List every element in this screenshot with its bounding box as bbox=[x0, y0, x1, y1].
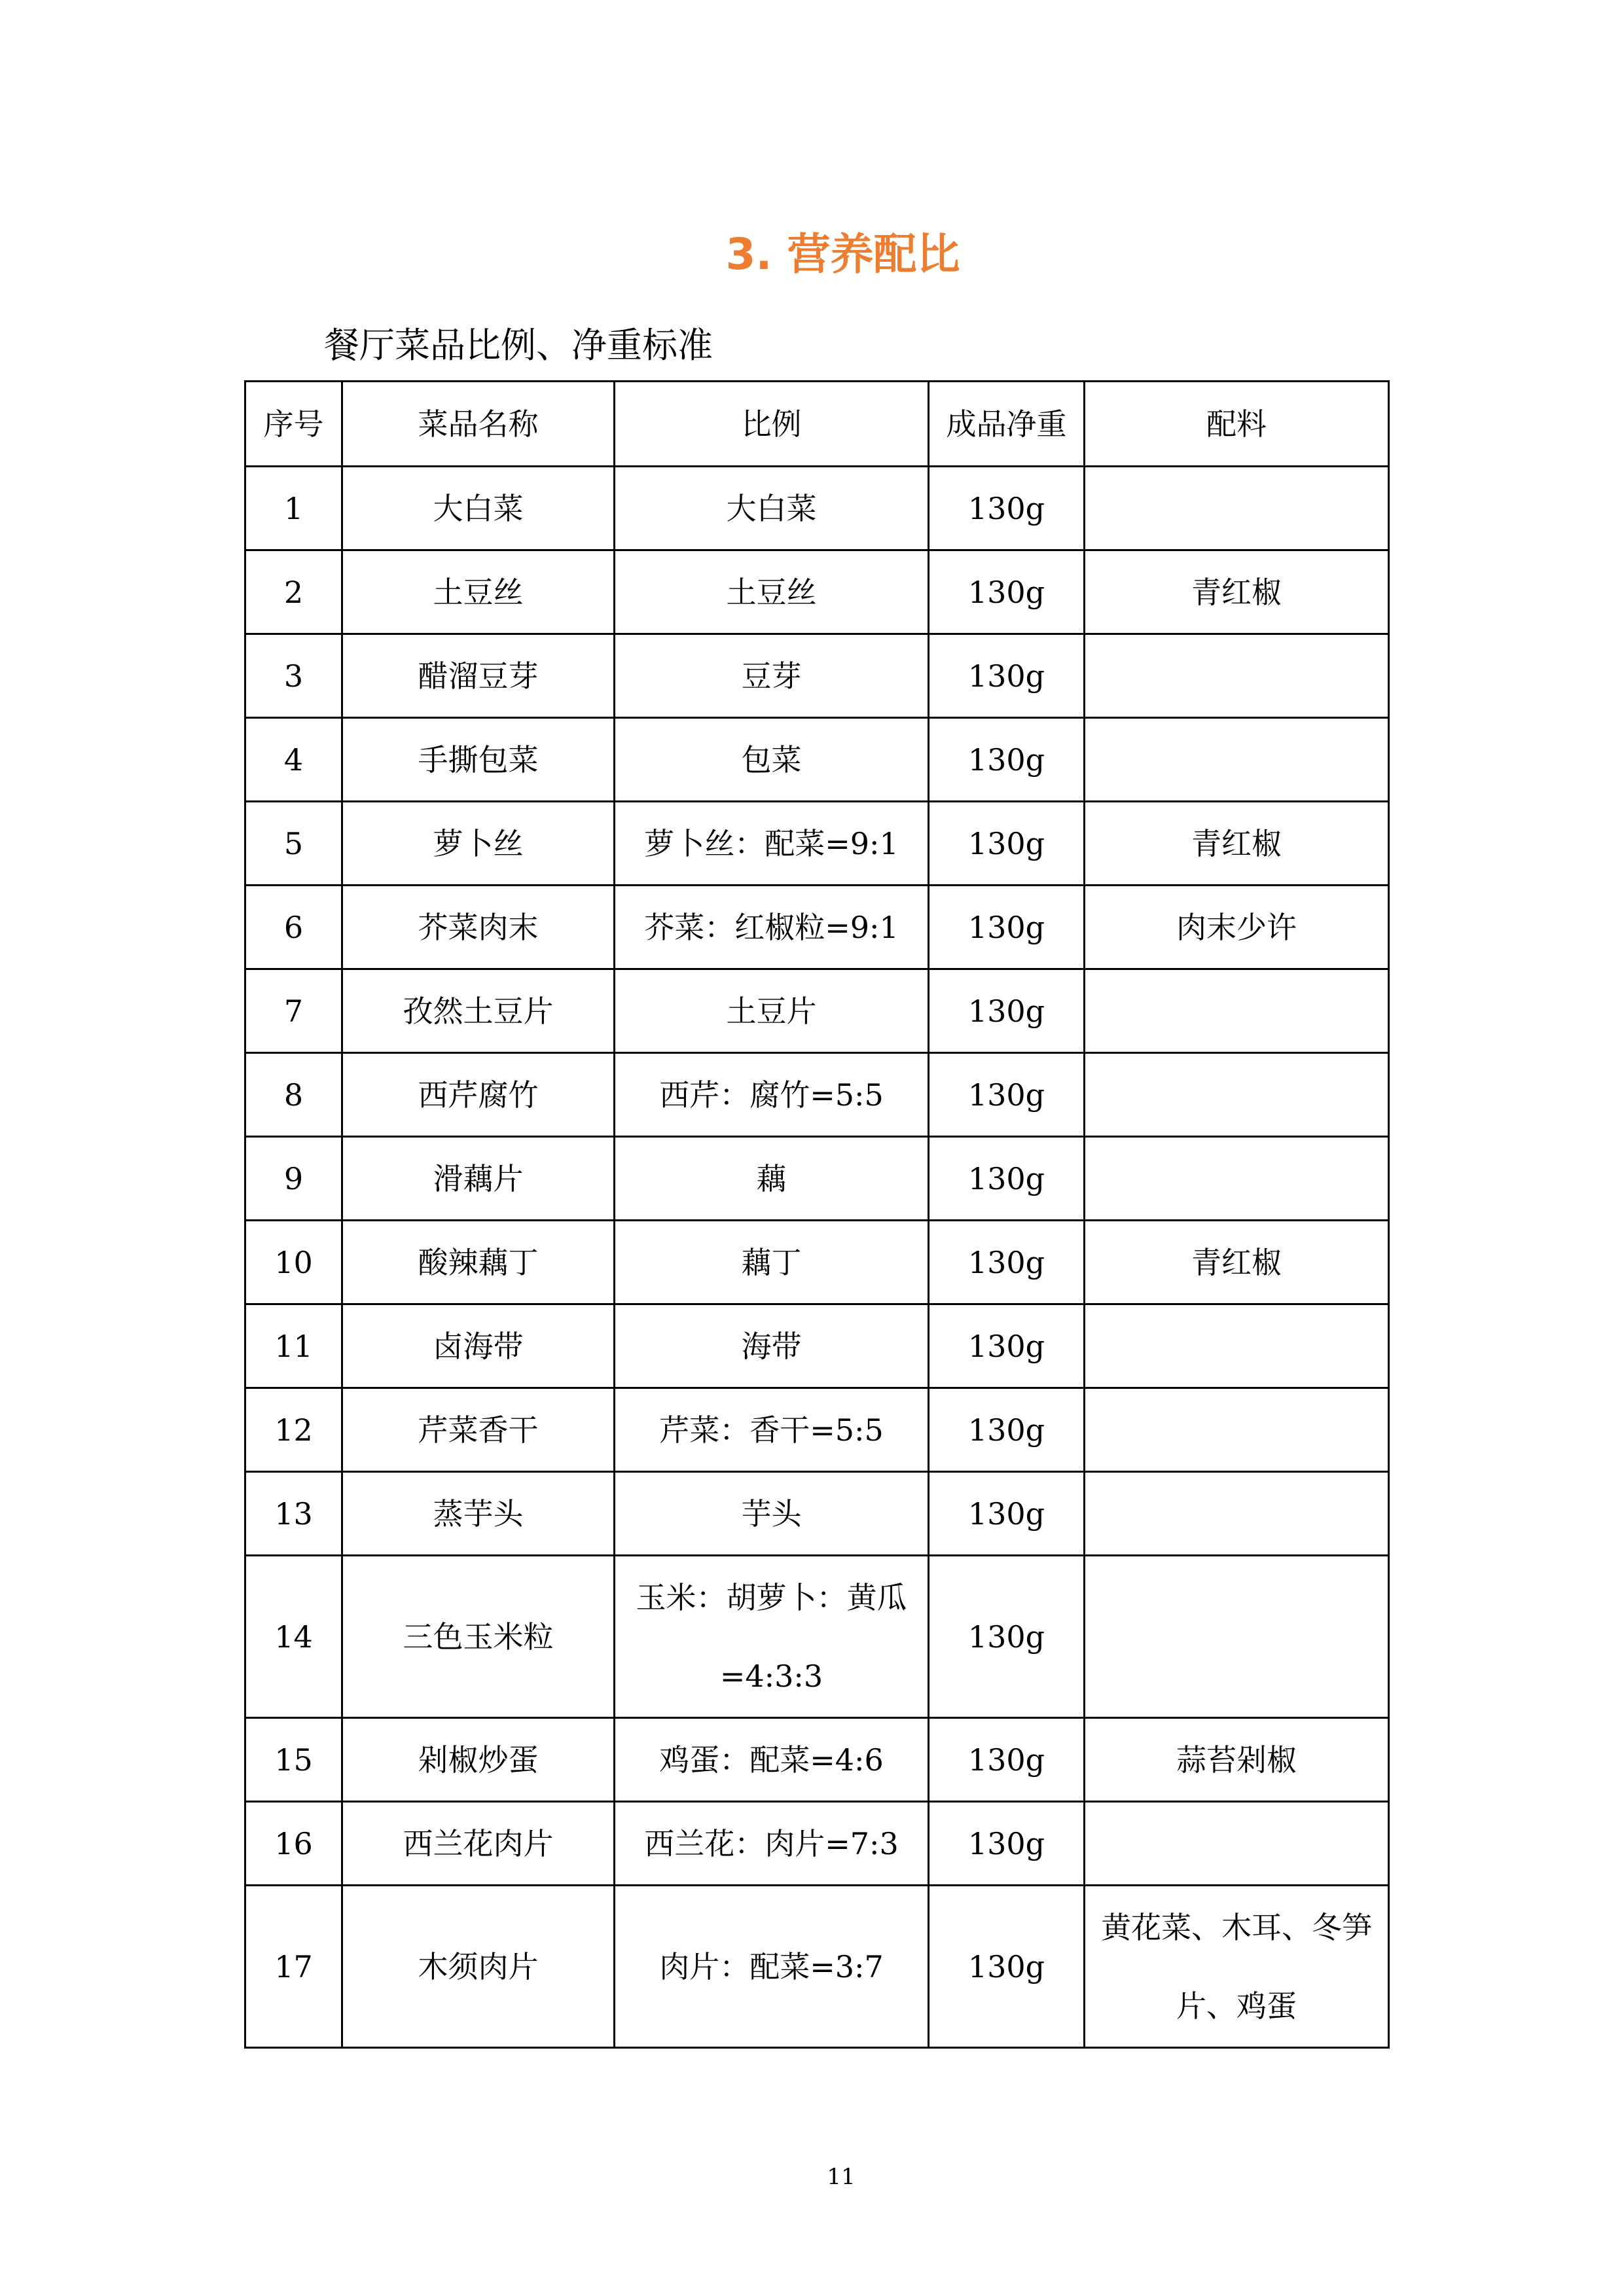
cell-ratio: 芋头 bbox=[615, 1472, 929, 1556]
cell-net-weight: 130g bbox=[929, 969, 1085, 1053]
cell-ratio: 大白菜 bbox=[615, 467, 929, 550]
cell-dish-name: 芥菜肉末 bbox=[342, 886, 615, 969]
cell-ingredients: 黄花菜、木耳、冬笋片、鸡蛋 bbox=[1085, 1886, 1389, 2048]
table-row bbox=[245, 1304, 1389, 1388]
cell-dish-name: 土豆丝 bbox=[342, 550, 615, 634]
cell-index: 15 bbox=[245, 1718, 342, 1802]
cell-dish-name: 木须肉片 bbox=[342, 1886, 615, 2048]
table-row bbox=[245, 1053, 1389, 1137]
header-net-weight: 成品净重 bbox=[929, 382, 1085, 467]
cell-ratio: 西芹：腐竹=5:5 bbox=[615, 1053, 929, 1137]
cell-ingredients bbox=[1085, 1053, 1389, 1137]
cell-net-weight: 130g bbox=[929, 1802, 1085, 1886]
cell-net-weight: 130g bbox=[929, 1388, 1085, 1472]
cell-index: 5 bbox=[245, 802, 342, 886]
cell-ingredients bbox=[1085, 1556, 1389, 1718]
cell-net-weight: 130g bbox=[929, 634, 1085, 718]
cell-ratio: 藕 bbox=[615, 1137, 929, 1221]
table-caption: 餐厅菜品比例、净重标准 bbox=[324, 325, 713, 366]
cell-ratio: 豆芽 bbox=[615, 634, 929, 718]
cell-index: 17 bbox=[245, 1886, 342, 2048]
cell-net-weight: 130g bbox=[929, 550, 1085, 634]
section-title: 3. 营养配比 bbox=[725, 229, 960, 279]
cell-index: 14 bbox=[245, 1556, 342, 1718]
cell-index: 8 bbox=[245, 1053, 342, 1137]
header-index: 序号 bbox=[245, 382, 342, 467]
cell-dish-name: 萝卜丝 bbox=[342, 802, 615, 886]
table-row bbox=[245, 1388, 1389, 1472]
cell-index: 6 bbox=[245, 886, 342, 969]
table-row bbox=[245, 467, 1389, 550]
table-row bbox=[245, 1472, 1389, 1556]
cell-ingredients: 肉末少许 bbox=[1085, 886, 1389, 969]
page-number: 11 bbox=[827, 2164, 856, 2190]
cell-net-weight: 130g bbox=[929, 1472, 1085, 1556]
header-dish-name: 菜品名称 bbox=[342, 382, 615, 467]
table-row bbox=[245, 1886, 1389, 2048]
cell-net-weight: 130g bbox=[929, 802, 1085, 886]
cell-dish-name: 手撕包菜 bbox=[342, 718, 615, 802]
cell-dish-name: 醋溜豆芽 bbox=[342, 634, 615, 718]
cell-dish-name: 西兰花肉片 bbox=[342, 1802, 615, 1886]
cell-index: 11 bbox=[245, 1304, 342, 1388]
table-row bbox=[245, 1556, 1389, 1718]
cell-ingredients bbox=[1085, 467, 1389, 550]
cell-dish-name: 剁椒炒蛋 bbox=[342, 1718, 615, 1802]
cell-dish-name: 卤海带 bbox=[342, 1304, 615, 1388]
cell-ingredients bbox=[1085, 1304, 1389, 1388]
cell-dish-name: 西芹腐竹 bbox=[342, 1053, 615, 1137]
table-row bbox=[245, 1221, 1389, 1304]
cell-net-weight: 130g bbox=[929, 886, 1085, 969]
cell-index: 9 bbox=[245, 1137, 342, 1221]
cell-net-weight: 130g bbox=[929, 1304, 1085, 1388]
cell-index: 12 bbox=[245, 1388, 342, 1472]
table-row bbox=[245, 1802, 1389, 1886]
cell-ratio: 海带 bbox=[615, 1304, 929, 1388]
cell-index: 1 bbox=[245, 467, 342, 550]
cell-ingredients: 青红椒 bbox=[1085, 1221, 1389, 1304]
cell-ratio: 萝卜丝：配菜=9:1 bbox=[615, 802, 929, 886]
cell-ingredients bbox=[1085, 969, 1389, 1053]
cell-ratio: 藕丁 bbox=[615, 1221, 929, 1304]
cell-ingredients bbox=[1085, 1137, 1389, 1221]
table-row bbox=[245, 634, 1389, 718]
cell-ingredients bbox=[1085, 1802, 1389, 1886]
cell-index: 13 bbox=[245, 1472, 342, 1556]
cell-dish-name: 芹菜香干 bbox=[342, 1388, 615, 1472]
table-row bbox=[245, 969, 1389, 1053]
cell-ratio: 土豆片 bbox=[615, 969, 929, 1053]
cell-index: 3 bbox=[245, 634, 342, 718]
cell-ingredients bbox=[1085, 1388, 1389, 1472]
cell-ingredients: 蒜苔剁椒 bbox=[1085, 1718, 1389, 1802]
dish-ratio-table bbox=[244, 380, 1390, 2049]
cell-index: 4 bbox=[245, 718, 342, 802]
table-row bbox=[245, 802, 1389, 886]
cell-net-weight: 130g bbox=[929, 1556, 1085, 1718]
cell-ratio: 鸡蛋：配菜=4:6 bbox=[615, 1718, 929, 1802]
cell-ratio: 包菜 bbox=[615, 718, 929, 802]
header-ratio: 比例 bbox=[615, 382, 929, 467]
cell-dish-name: 孜然土豆片 bbox=[342, 969, 615, 1053]
cell-ratio: 芥菜：红椒粒=9:1 bbox=[615, 886, 929, 969]
cell-ingredients bbox=[1085, 718, 1389, 802]
cell-ratio: 芹菜：香干=5:5 bbox=[615, 1388, 929, 1472]
cell-ratio: 肉片：配菜=3:7 bbox=[615, 1886, 929, 2048]
cell-net-weight: 130g bbox=[929, 1053, 1085, 1137]
header-ingredients: 配料 bbox=[1085, 382, 1389, 467]
cell-net-weight: 130g bbox=[929, 1718, 1085, 1802]
cell-index: 2 bbox=[245, 550, 342, 634]
table-row bbox=[245, 718, 1389, 802]
cell-ratio: 西兰花：肉片=7:3 bbox=[615, 1802, 929, 1886]
cell-dish-name: 三色玉米粒 bbox=[342, 1556, 615, 1718]
table-row bbox=[245, 886, 1389, 969]
cell-ingredients: 青红椒 bbox=[1085, 802, 1389, 886]
cell-dish-name: 蒸芋头 bbox=[342, 1472, 615, 1556]
cell-net-weight: 130g bbox=[929, 467, 1085, 550]
cell-dish-name: 滑藕片 bbox=[342, 1137, 615, 1221]
cell-ingredients bbox=[1085, 1472, 1389, 1556]
cell-index: 10 bbox=[245, 1221, 342, 1304]
cell-ingredients: 青红椒 bbox=[1085, 550, 1389, 634]
cell-dish-name: 酸辣藕丁 bbox=[342, 1221, 615, 1304]
table-row bbox=[245, 550, 1389, 634]
table-row bbox=[245, 1718, 1389, 1802]
table-row bbox=[245, 1137, 1389, 1221]
cell-index: 7 bbox=[245, 969, 342, 1053]
cell-ratio: 土豆丝 bbox=[615, 550, 929, 634]
cell-index: 16 bbox=[245, 1802, 342, 1886]
cell-net-weight: 130g bbox=[929, 1137, 1085, 1221]
cell-net-weight: 130g bbox=[929, 1886, 1085, 2048]
cell-dish-name: 大白菜 bbox=[342, 467, 615, 550]
cell-net-weight: 130g bbox=[929, 1221, 1085, 1304]
table-header-row bbox=[245, 382, 1389, 467]
cell-net-weight: 130g bbox=[929, 718, 1085, 802]
cell-ratio: 玉米：胡萝卜：黄瓜=4:3:3 bbox=[615, 1556, 929, 1718]
cell-ingredients bbox=[1085, 634, 1389, 718]
